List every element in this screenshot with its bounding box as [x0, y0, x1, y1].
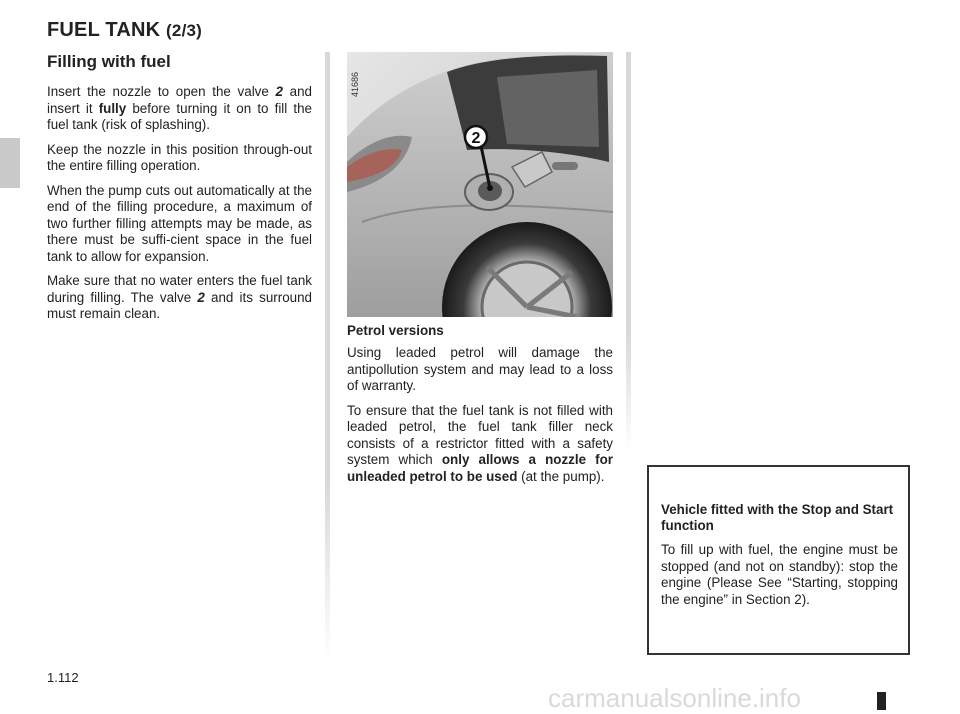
- petrol-heading: Petrol versions: [347, 323, 444, 338]
- page-number: 1.112: [47, 670, 79, 685]
- column-divider-right: [626, 52, 631, 452]
- car-side-image: [347, 52, 613, 317]
- filling-paragraph-2: Keep the nozzle in this position through-out the entire filling operation.: [47, 141, 312, 173]
- fuel-filler-illustration: [347, 52, 613, 317]
- page-title: [47, 19, 202, 42]
- stop-start-note-box: [647, 465, 910, 655]
- callout-number: 2: [471, 130, 481, 147]
- stop-start-text: To fill up with fuel, the engine must be stopped (and not on standby): stop the engine (Please See “Starting, stopping the engine” in Section 2).: [661, 542, 898, 607]
- title-text: FUEL TANK: [47, 19, 161, 41]
- petrol-section: [347, 323, 613, 493]
- page-end-marker: [877, 692, 886, 710]
- section-tab: [0, 138, 20, 188]
- filling-paragraph-4: Make sure that no water enters the fuel tank during filling. The valve 2 and its surround must remain clean.: [47, 273, 312, 321]
- filling-paragraph-3: When the pump cuts out automatically at the end of the filling procedure, a maximum of two further filling attempts may be made, as there must be suffi-cient space in the fuel tank to allow for expansion.: [47, 182, 312, 264]
- figure-id: 41686: [350, 71, 360, 97]
- watermark: carmanualsonline.info: [548, 683, 801, 713]
- column-divider-left: [325, 52, 330, 662]
- filling-section: [47, 52, 312, 331]
- petrol-paragraph-1: Using leaded petrol will damage the antipollution system and may lead to a loss of warranty.: [347, 345, 613, 393]
- filling-paragraph-1: Insert the nozzle to open the valve 2 and insert it fully before turning it on to fill the fuel tank (risk of splashing).: [47, 84, 313, 132]
- stop-start-heading: Vehicle fitted with the Stop and Start function: [661, 502, 894, 533]
- petrol-paragraph-2: To ensure that the fuel tank is not filled with leaded petrol, the fuel tank filler neck consists of a restrictor fitted with a safety system which only allows a nozzle for unleaded petrol to be used (at the pump).: [347, 402, 613, 484]
- title-page-indicator: (2/3): [166, 21, 203, 40]
- filling-heading: Filling with fuel: [47, 52, 171, 71]
